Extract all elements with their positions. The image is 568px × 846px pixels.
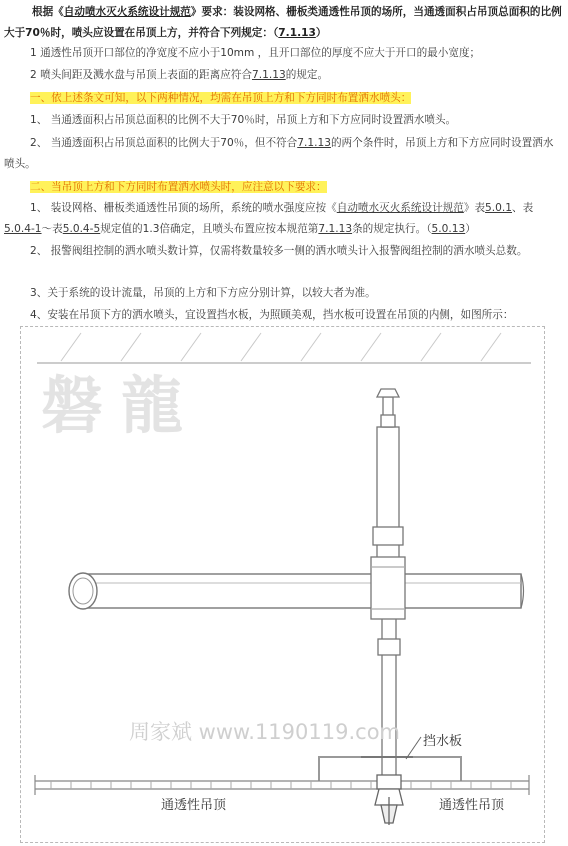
baffle-label: 挡水板 [423, 734, 463, 749]
branch-pipe [69, 573, 524, 609]
case-2: 2、 当通透面积占吊顶总面积的比例大于70％，但不符合7.1.13的两个条件时，吊顶上方和下方应同时设置洒水喷头。 [4, 137, 554, 170]
ceiling-label-left: 通透性吊顶 [161, 798, 227, 813]
ceiling-label-right: 通透性吊顶 [439, 798, 505, 813]
clause-link[interactable]: 7.1.13 [318, 222, 353, 235]
requirement-2: 2、 报警阀组控制的洒水喷头数计算，仅需将数量较多一侧的洒水喷头计入报警阀组控制的洒水喷头总数。 [30, 245, 528, 257]
requirement-4: 4、安装在吊顶下方的洒水喷头，宜设置挡水板，为照顾美观，挡水板可设置在吊顶的内侧，如图所示： [30, 309, 514, 321]
upright-sprinkler-icon [377, 389, 399, 427]
clause-link[interactable]: 7.1.13 [251, 69, 286, 81]
code-title-link[interactable]: 自动喷水灭火系统设计规范 [63, 6, 191, 18]
case-1: 1、 当通透面积占吊顶总面积的比例不大于70％时，吊顶上方和下方应同时设置洒水喷头。 [30, 114, 457, 126]
logo-watermark: 磐龍 [41, 369, 202, 442]
heading-2: 二、当吊顶上方和下方同时布置洒水喷头时，应注意以下要求： [30, 181, 327, 193]
clause-link[interactable]: 7.1.13 [297, 137, 331, 149]
pendent-sprinkler-icon [375, 775, 403, 825]
code-title-link[interactable]: 自动喷水灭火系统设计规范 [336, 202, 464, 214]
requirement-3: 3、关于系统的设计流量，吊顶的上方和下方应分别计算，以较大者为准。 [30, 287, 376, 299]
intro-paragraph: 根据《自动喷水灭火系统设计规范》要求：装设网格、栅板类通透性吊顶的场所，当通透面积占吊顶总面积的比例大于70％时，喷头应设置在吊顶上方，并符合下列规定：（7.1.13） [4, 6, 562, 39]
slab-hatch [37, 333, 531, 363]
requirement-1: 1、 装设网格、栅板类通透性吊顶的场所，系统的喷水强度应按《自动喷水灭火系统设计规范》表5.0.1、表5.0.4-1～表5.0.4-5规定值的1.3倍确定，且喷头布置应按本规范第7.1.13条的规定执行。（5.0.13） [4, 202, 534, 235]
sprinkler-diagram [20, 326, 545, 843]
table-link[interactable]: 5.0.1 [485, 202, 513, 214]
clause-link[interactable]: 7.1.13 [278, 26, 316, 39]
site-watermark: 周家斌 www.1190119.com [129, 720, 401, 744]
grating-ceiling [35, 775, 529, 795]
rule-2: 2 喷头间距及溅水盘与吊顶上表面的距离应符合7.1.13的规定。 [30, 69, 329, 81]
table-link[interactable]: 5.0.4-5 [62, 222, 101, 235]
rule-1: 1 通透性吊顶开口部位的净宽度不应小于10mm ，且开口部位的厚度不应大于开口的最小宽度； [30, 47, 481, 59]
table-link[interactable]: 5.0.4-1 [4, 222, 42, 235]
clause-link[interactable]: 5.0.13 [431, 222, 466, 235]
heading-1: 一、依上述条文可知，以下两种情况，均需在吊顶上方和下方同时布置洒水喷头： [30, 92, 412, 104]
